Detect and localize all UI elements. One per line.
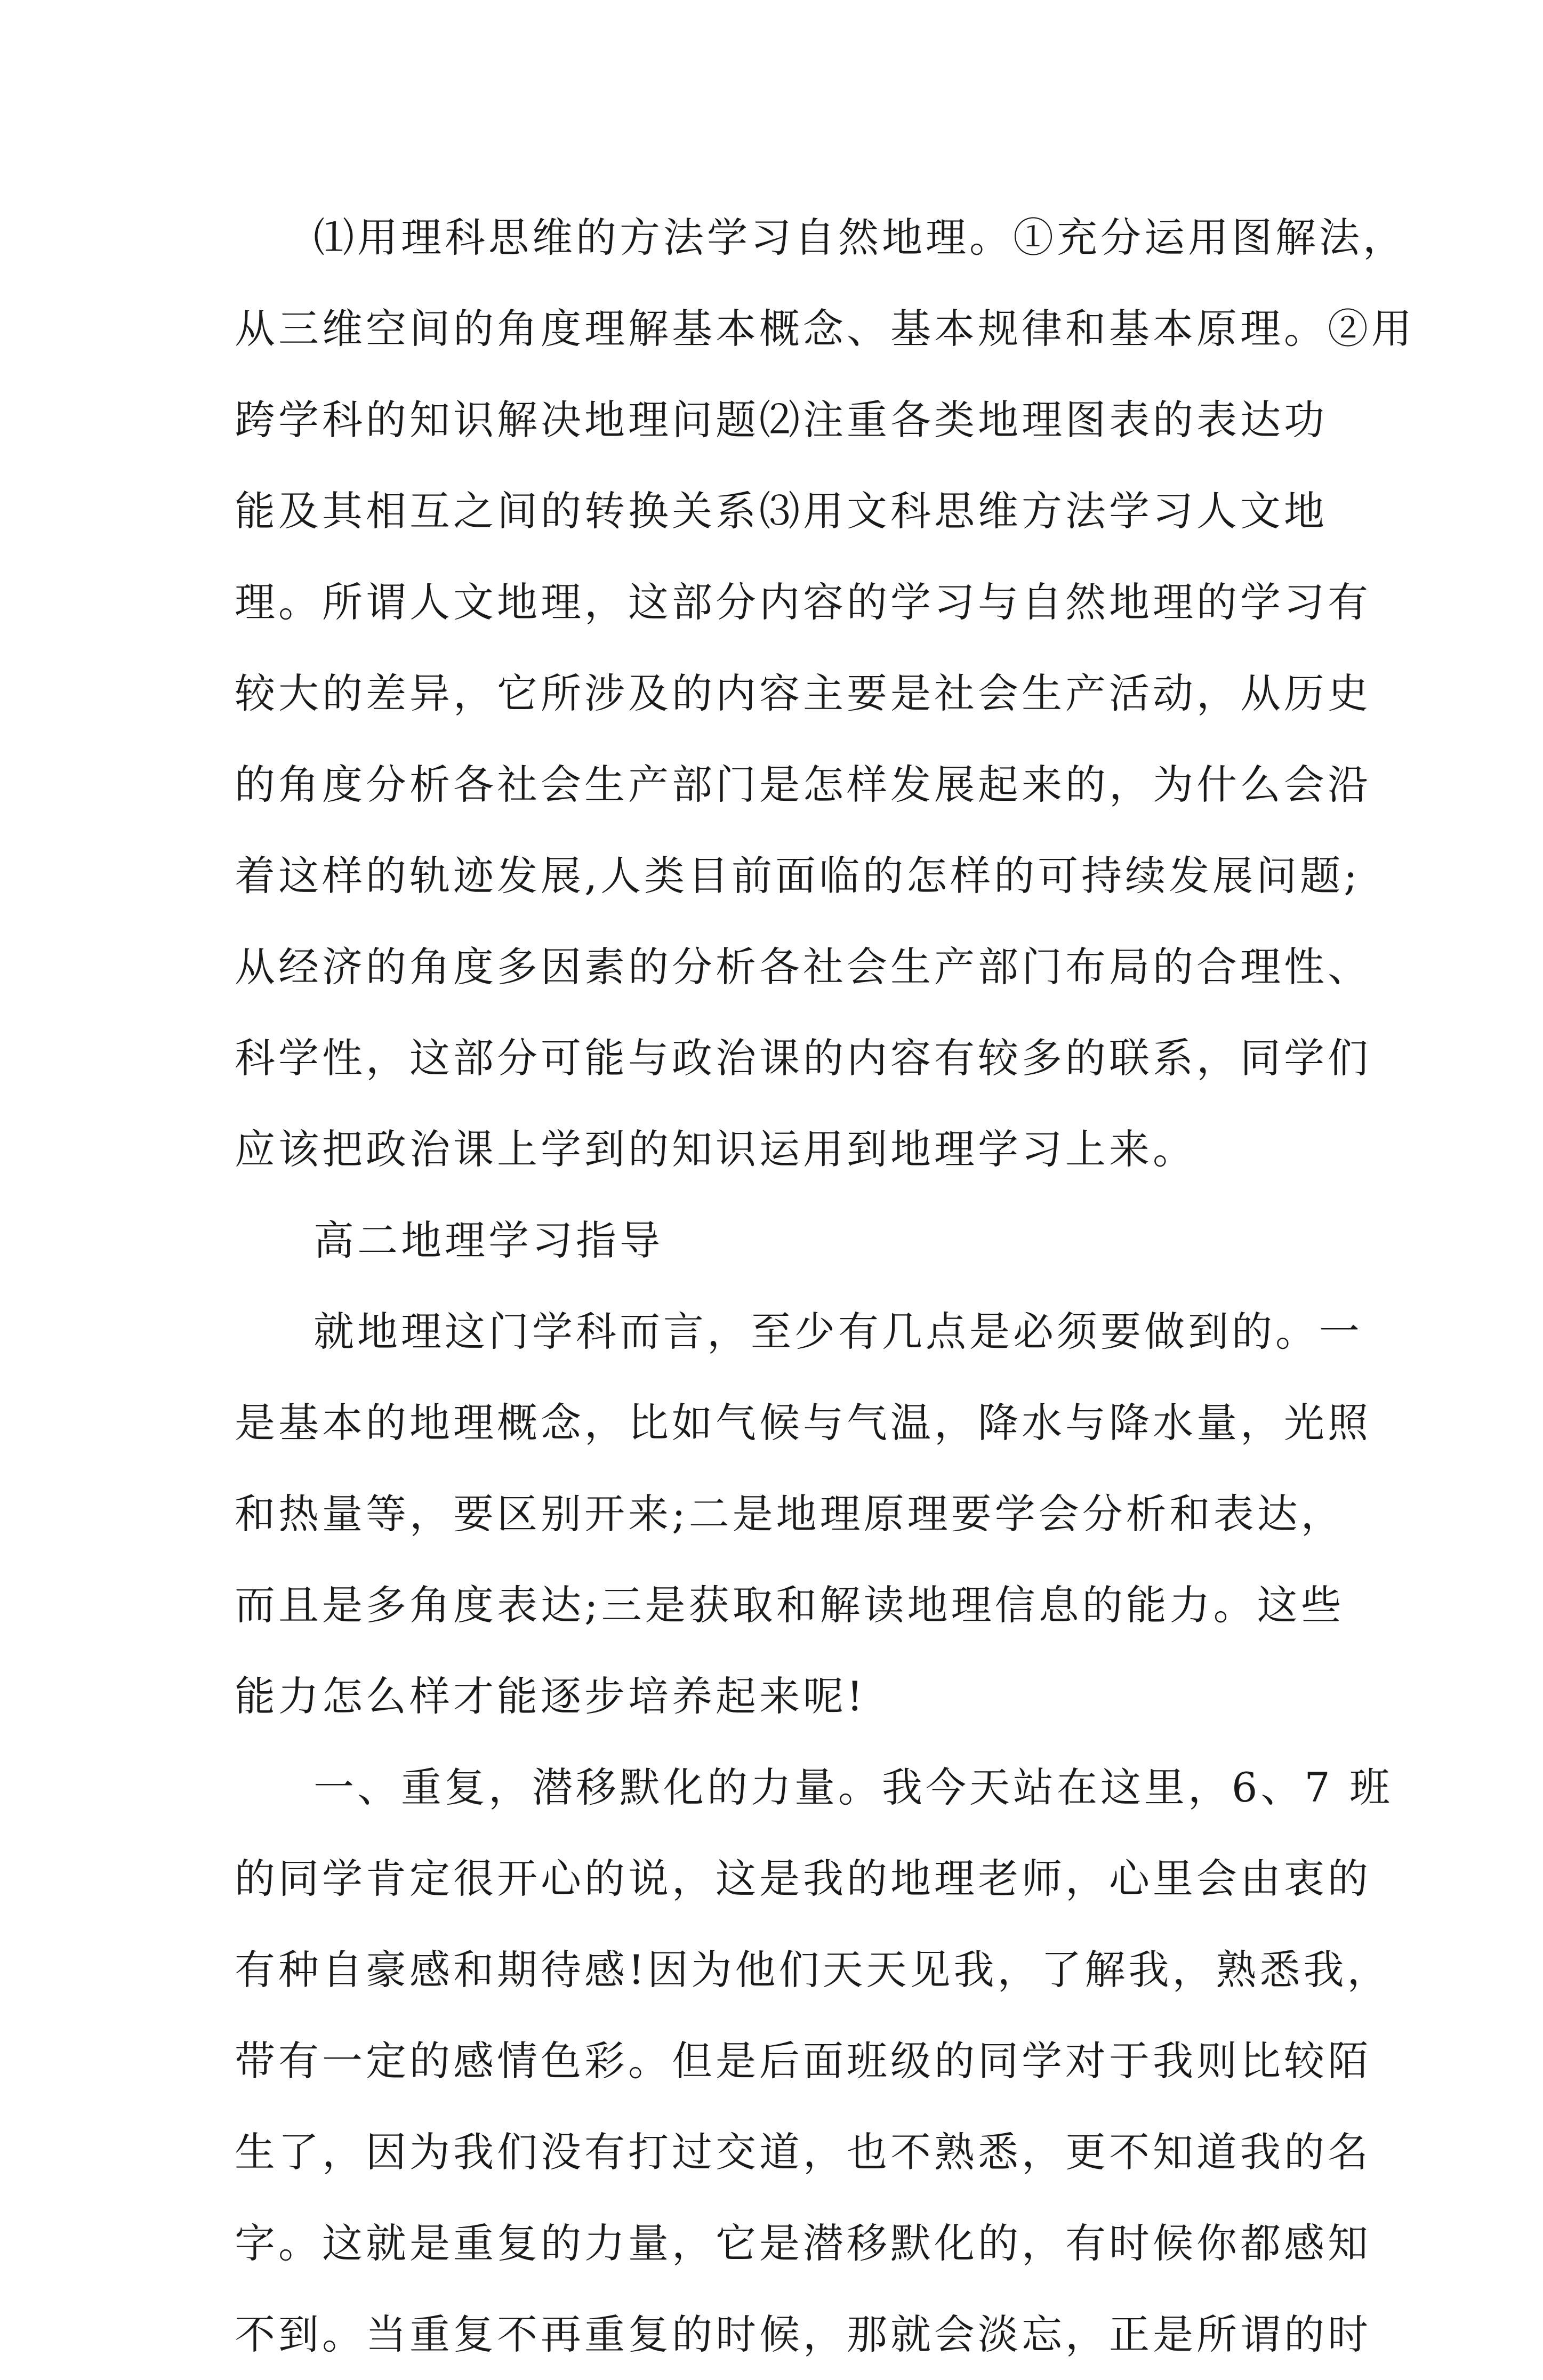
text-line: 理。所谓人文地理，这部分内容的学习与自然地理的学习有 bbox=[235, 578, 1371, 626]
text-line: 着这样的轨迹发展,人类目前面临的怎样的可持续发展问题; bbox=[235, 852, 1361, 899]
text-line: 有种自豪感和期待感!因为他们天天见我，了解我，熟悉我， bbox=[235, 1946, 1391, 1993]
text-line: 能及其相互之间的转换关系⑶用文科思维方法学习人文地 bbox=[235, 487, 1328, 535]
text-line: 就地理这门学科而言，至少有几点是必须要做到的。一 bbox=[314, 1308, 1363, 1355]
text-line: 而且是多角度表达;三是获取和解读地理信息的能力。这些 bbox=[235, 1581, 1345, 1629]
text-line: 和热量等，要区别开来;二是地理原理要学会分析和表达， bbox=[235, 1490, 1345, 1538]
text-line: 较大的差异，它所涉及的内容主要是社会生产活动，从历史 bbox=[235, 670, 1371, 717]
text-line: 科学性，这部分可能与政治课的内容有较多的联系，同学们 bbox=[235, 1034, 1371, 1082]
paragraph-1 bbox=[235, 192, 1415, 1195]
text-line: 字。这就是重复的力量，它是潜移默化的，有时候你都感知 bbox=[235, 2220, 1371, 2267]
text-line: 生了，因为我们没有打过交道，也不熟悉，更不知道我的名 bbox=[235, 2128, 1371, 2176]
text-line: 的角度分析各社会生产部门是怎样发展起来的，为什么会沿 bbox=[235, 761, 1371, 808]
text-line: 从经济的角度多因素的分析各社会生产部门布局的合理性、 bbox=[235, 943, 1371, 991]
text-line: 是基本的地理概念，比如气候与气温，降水与降水量，光照 bbox=[235, 1399, 1371, 1446]
document-page bbox=[235, 192, 1415, 2380]
text-line: 跨学科的知识解决地理问题⑵注重各类地理图表的表达功 bbox=[235, 396, 1328, 444]
text-line: 一、重复，潜移默化的力量。我今天站在这里，6、7 班 bbox=[314, 1764, 1393, 1811]
text-line: ⑴用理科思维的方法学习自然地理。①充分运用图解法， bbox=[314, 214, 1407, 261]
text-line: 应该把政治课上学到的知识运用到地理学习上来。 bbox=[235, 1125, 1196, 1173]
section-heading: 高二地理学习指导 bbox=[314, 1217, 663, 1264]
text-line: 从三维空间的角度理解基本概念、基本规律和基本原理。②用 bbox=[235, 305, 1415, 352]
text-line: 不到。当重复不再重复的时候，那就会淡忘，正是所谓的时 bbox=[235, 2311, 1371, 2358]
text-line: 的同学肯定很开心的说，这是我的地理老师，心里会由衷的 bbox=[235, 1855, 1371, 1902]
paragraph-3 bbox=[235, 1742, 1393, 2380]
text-line: 带有一定的感情色彩。但是后面班级的同学对于我则比较陌 bbox=[235, 2037, 1371, 2085]
text-line: 能力怎么样才能逐步培养起来呢! bbox=[235, 1673, 866, 1720]
paragraph-2 bbox=[235, 1286, 1371, 1742]
